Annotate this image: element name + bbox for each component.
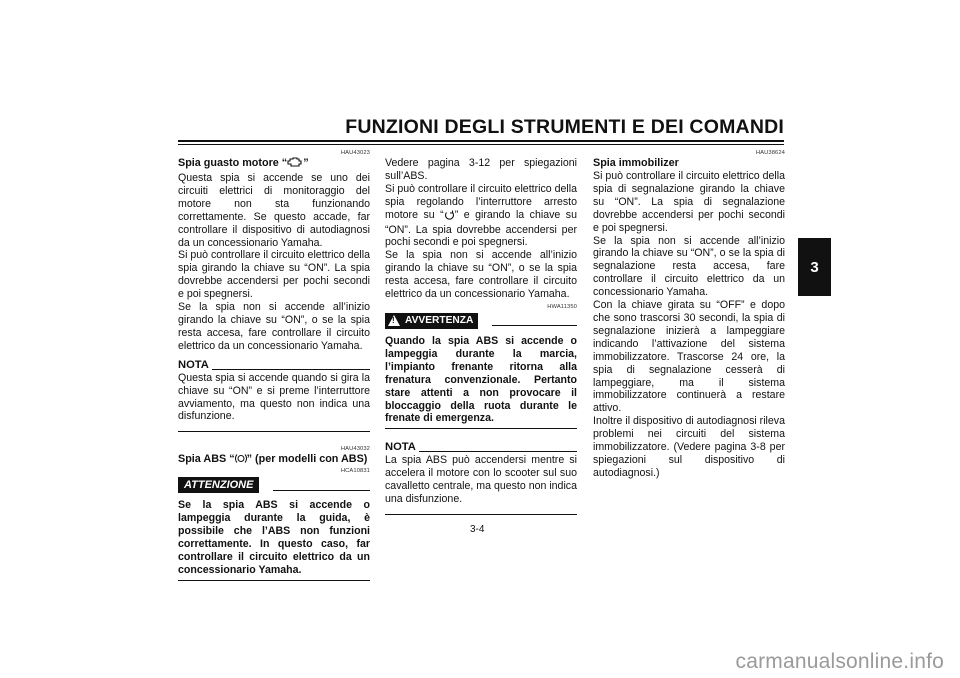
caution-rule xyxy=(273,490,370,491)
caution-end-rule xyxy=(178,580,370,581)
paragraph: Si può controllare il circuito elettrico della spia girando la chiave su “ON”. La spia dovrebbe accendersi per pochi secondi e poi spegnersi. xyxy=(178,249,370,301)
note-text: La spia ABS può accendersi mentre si accelera il motore con lo scooter sul suo cavalletto centrale, ma questo non indica una disfunzione. xyxy=(385,454,577,506)
paragraph: Se la spia non si accende all’inizio girando la chiave su “ON”, o se la spia resta accesa, fare controllare il circuito elettrico da un concessionario Yamaha. xyxy=(178,301,370,352)
note-end-rule xyxy=(178,431,370,432)
note-label: NOTA xyxy=(385,441,416,454)
section-heading-engine-warning xyxy=(178,157,370,172)
column-middle xyxy=(385,150,577,515)
section-code: HAU43032 xyxy=(340,446,370,453)
section-code: HAU38624 xyxy=(755,150,785,156)
warning-header xyxy=(385,313,577,329)
note-header xyxy=(178,359,370,372)
watermark: carmanualsonline.info xyxy=(735,650,944,673)
page-title: FUNZIONI DEGLI STRUMENTI E DEI COMANDI xyxy=(345,116,784,138)
paragraph: Se la spia non si accende all’inizio girando la chiave su “ON”, o se la spia resta accesa, fare controllare il circuito elettrico da un concessionario Yamaha. xyxy=(385,249,577,301)
warning-text: Quando la spia ABS si accende o lampeggia durante la marcia, l’impianto frenante ritorna alla frenatura convenzionale. Pertanto stare attenti a non provocare il bloccaggio della ruota durante le frenate di emergenza. xyxy=(385,334,577,425)
warning-label-text: AVVERTENZA xyxy=(405,314,474,326)
header-rule-thin xyxy=(178,144,784,145)
caution-label: ATTENZIONE xyxy=(178,477,259,493)
warning-end-rule xyxy=(385,428,577,429)
chapter-tab[interactable]: 3 xyxy=(798,238,831,296)
paragraph: Con la chiave girata su “OFF” e dopo che sono trascorsi 30 secondi, la spia di segnalazione inizierà a lampeggiare indicando l’attivazione del sistema immobilizzatore. Trascorse 24 ore, la spia di segnalazione cesserà di lampeggiare, ma il sistema immobilizzatore continuerà a restare attivo. xyxy=(593,299,785,415)
section-heading-abs xyxy=(178,453,370,468)
note-end-rule xyxy=(385,514,577,515)
note-header xyxy=(385,441,577,454)
note-text: Questa spia si accende quando si gira la chiave su “ON” e si preme l’interruttore avviamento, ma questo non indica una disfunzione. xyxy=(178,371,370,423)
warning-triangle-icon: ! xyxy=(388,315,400,326)
caution-header xyxy=(178,477,370,493)
paragraph: Questa spia si accende se uno dei circuiti elettrici di monitoraggio del motore non sta funzionando correttamente. Se questo accade, far controllare il dispositivo di autodiagnosi da un concessionario Yamaha. xyxy=(178,172,370,249)
note-rule xyxy=(212,369,370,370)
note-rule xyxy=(419,451,577,452)
column-right xyxy=(593,150,785,480)
column-left xyxy=(178,150,370,581)
section-heading-immobilizer: Spia immobilizer xyxy=(593,157,679,169)
heading-text-end: ” (per modelli con ABS) xyxy=(246,453,368,466)
paragraph-text: Si può controllare il circuito elettrico della spia regolando l’interruttore arresto motore su “ xyxy=(385,182,577,221)
page-number: 3-4 xyxy=(470,524,485,535)
warning-rule xyxy=(492,325,577,326)
heading-text-end: ” xyxy=(303,157,309,169)
note-label: NOTA xyxy=(178,358,209,371)
warning-label xyxy=(385,313,478,329)
paragraph: Inoltre il dispositivo di autodiagnosi rileva problemi nei circuiti del sistema immobilizzatore. (Vedere pagina 3-8 per spiegazioni sul dispositivo di autodiagnosi.) xyxy=(593,415,785,479)
paragraph-text-end: ” e girando la chiave su “ON”. La spia dovrebbe accendersi per pochi secondi e poi spegnersi. xyxy=(385,208,577,249)
abs-icon xyxy=(235,453,247,468)
section-code: HAU43023 xyxy=(340,150,370,156)
header-rule xyxy=(178,140,784,142)
section-code: HCA10831 xyxy=(340,468,370,475)
section-code: HWA11350 xyxy=(547,303,577,310)
paragraph xyxy=(385,183,577,250)
engine-run-icon xyxy=(444,209,455,224)
paragraph: Si può controllare il circuito elettrico della spia di segnalazione girando la chiave su “ON”. La spia di segnalazione dovrebbe accendersi per pochi secondi e poi spegnersi. xyxy=(593,170,785,234)
caution-text: Se la spia ABS si accende o lampeggia durante la guida, è possibile che l’ABS non funzioni correttamente. In questo caso, far controllare il circuito elettrico da un concessionario Yamaha. xyxy=(178,499,370,576)
paragraph: Se la spia non si accende all’inizio girando la chiave su “ON”, o se la spia di segnalazione resta accesa, fare controllare il circuito elettrico da un concessionario Yamaha. xyxy=(593,234,785,299)
heading-text: Spia guasto motore “ xyxy=(178,157,288,169)
engine-icon xyxy=(287,157,303,172)
paragraph: Vedere pagina 3-12 per spiegazioni sull’ABS. xyxy=(385,157,577,182)
heading-text: Spia ABS “ xyxy=(178,453,235,466)
